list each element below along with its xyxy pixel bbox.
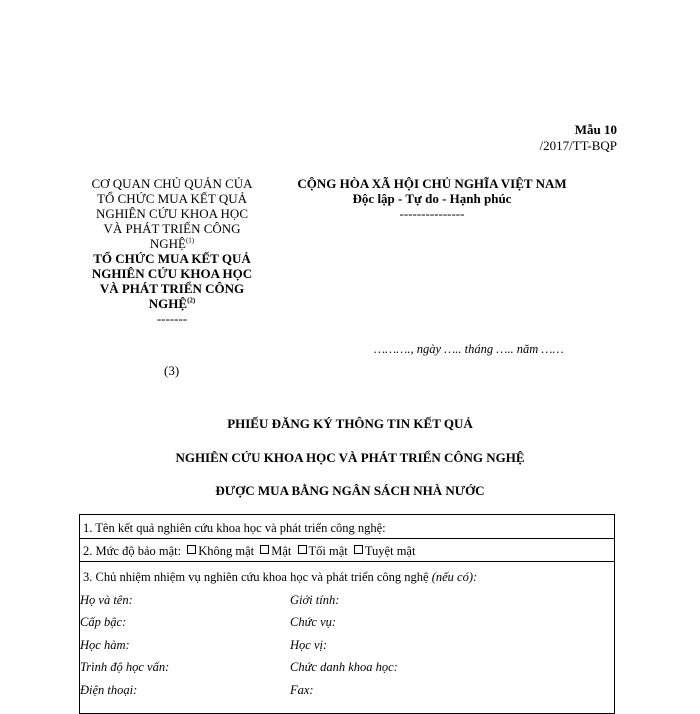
field-phone[interactable]: Điện thoại: bbox=[80, 683, 138, 697]
field-academic-title[interactable]: Học hàm: bbox=[80, 638, 130, 652]
project-leader-label: 3. Chủ nhiệm nhiệm vụ nghiên cứu khoa học và phát triển công nghệ bbox=[83, 570, 429, 584]
result-name-row bbox=[80, 518, 614, 539]
field-gender[interactable]: Giới tính: bbox=[290, 593, 340, 607]
purchaser-line: VÀ PHÁT TRIỂN CÔNG bbox=[99, 281, 245, 296]
project-leader-row bbox=[80, 567, 614, 587]
footnote-ref: (2) bbox=[187, 296, 196, 305]
header-divider: --------------- bbox=[399, 206, 465, 221]
issuing-agency-block bbox=[82, 176, 262, 326]
purchaser-line: TỔ CHỨC MUA KẾT QUẢ bbox=[93, 251, 251, 266]
security-level-label: 2. Mức độ bảo mật: bbox=[83, 544, 182, 558]
form-number: Mẫu 10 bbox=[574, 122, 617, 137]
checkbox-not-secret[interactable] bbox=[187, 545, 196, 554]
field-fax[interactable]: Fax: bbox=[290, 683, 314, 697]
checkbox-secret[interactable] bbox=[260, 545, 269, 554]
checkbox-top-secret[interactable] bbox=[298, 545, 307, 554]
security-level-row bbox=[80, 541, 614, 562]
agency-line: NGHỆ$^{(1)}$ bbox=[149, 236, 195, 251]
form-title-line: NGHIÊN CỨU KHOA HỌC VÀ PHÁT TRIỂN CÔNG NGHỆ bbox=[175, 450, 525, 465]
document-number-note: (3) bbox=[164, 363, 180, 378]
purchaser-line: NGHỆ$^{(2)}$ bbox=[148, 296, 196, 311]
agency-line: TỔ CHỨC MUA KẾT QUẢ bbox=[97, 191, 247, 206]
option-top-secret: Tối mật bbox=[308, 544, 348, 558]
field-degree[interactable]: Học vị: bbox=[290, 638, 328, 652]
footnote-ref: (1) bbox=[185, 236, 195, 245]
agency-line: CƠ QUAN CHỦ QUẢN CỦA bbox=[91, 176, 253, 191]
field-rank[interactable]: Cấp bậc: bbox=[80, 615, 127, 629]
project-leader-note: (nếu có): bbox=[431, 570, 478, 584]
field-scientific-title[interactable]: Chức danh khoa học: bbox=[290, 660, 398, 674]
date-line: ………., ngày ….. tháng ….. năm …… bbox=[374, 342, 564, 356]
form-title-line: ĐƯỢC MUA BẰNG NGÂN SÁCH NHÀ NƯỚC bbox=[215, 483, 485, 498]
form-title-line: PHIẾU ĐĂNG KÝ THÔNG TIN KẾT QUẢ bbox=[227, 416, 473, 431]
agency-line: NGHIÊN CỨU KHOA HỌC bbox=[95, 206, 248, 221]
registration-form bbox=[79, 514, 615, 714]
circular-code: /2017/TT-BQP bbox=[539, 138, 617, 153]
country-name: CỘNG HÒA XÃ HỘI CHỦ NGHĨA VIỆT NAM bbox=[297, 176, 567, 191]
field-position[interactable]: Chức vụ: bbox=[290, 615, 337, 629]
purchaser-line: NGHIÊN CỨU KHOA HỌC bbox=[91, 266, 253, 281]
agency-line: VÀ PHÁT TRIỂN CÔNG bbox=[103, 221, 241, 236]
checkbox-absolute-secret[interactable] bbox=[354, 545, 363, 554]
result-name-label: 1. Tên kết quả nghiên cứu khoa học và phát triển công nghệ: bbox=[83, 521, 386, 535]
option-absolute-secret: Tuyệt mật bbox=[364, 544, 416, 558]
national-motto: Độc lập - Tự do - Hạnh phúc bbox=[352, 191, 512, 206]
header-divider: ------- bbox=[156, 311, 188, 326]
field-full-name[interactable]: Họ và tên: bbox=[80, 593, 133, 607]
option-secret: Mật bbox=[271, 544, 292, 558]
field-education-level[interactable]: Trình độ học vấn: bbox=[80, 660, 170, 674]
national-header bbox=[272, 176, 592, 221]
option-not-secret: Không mật bbox=[198, 544, 255, 558]
